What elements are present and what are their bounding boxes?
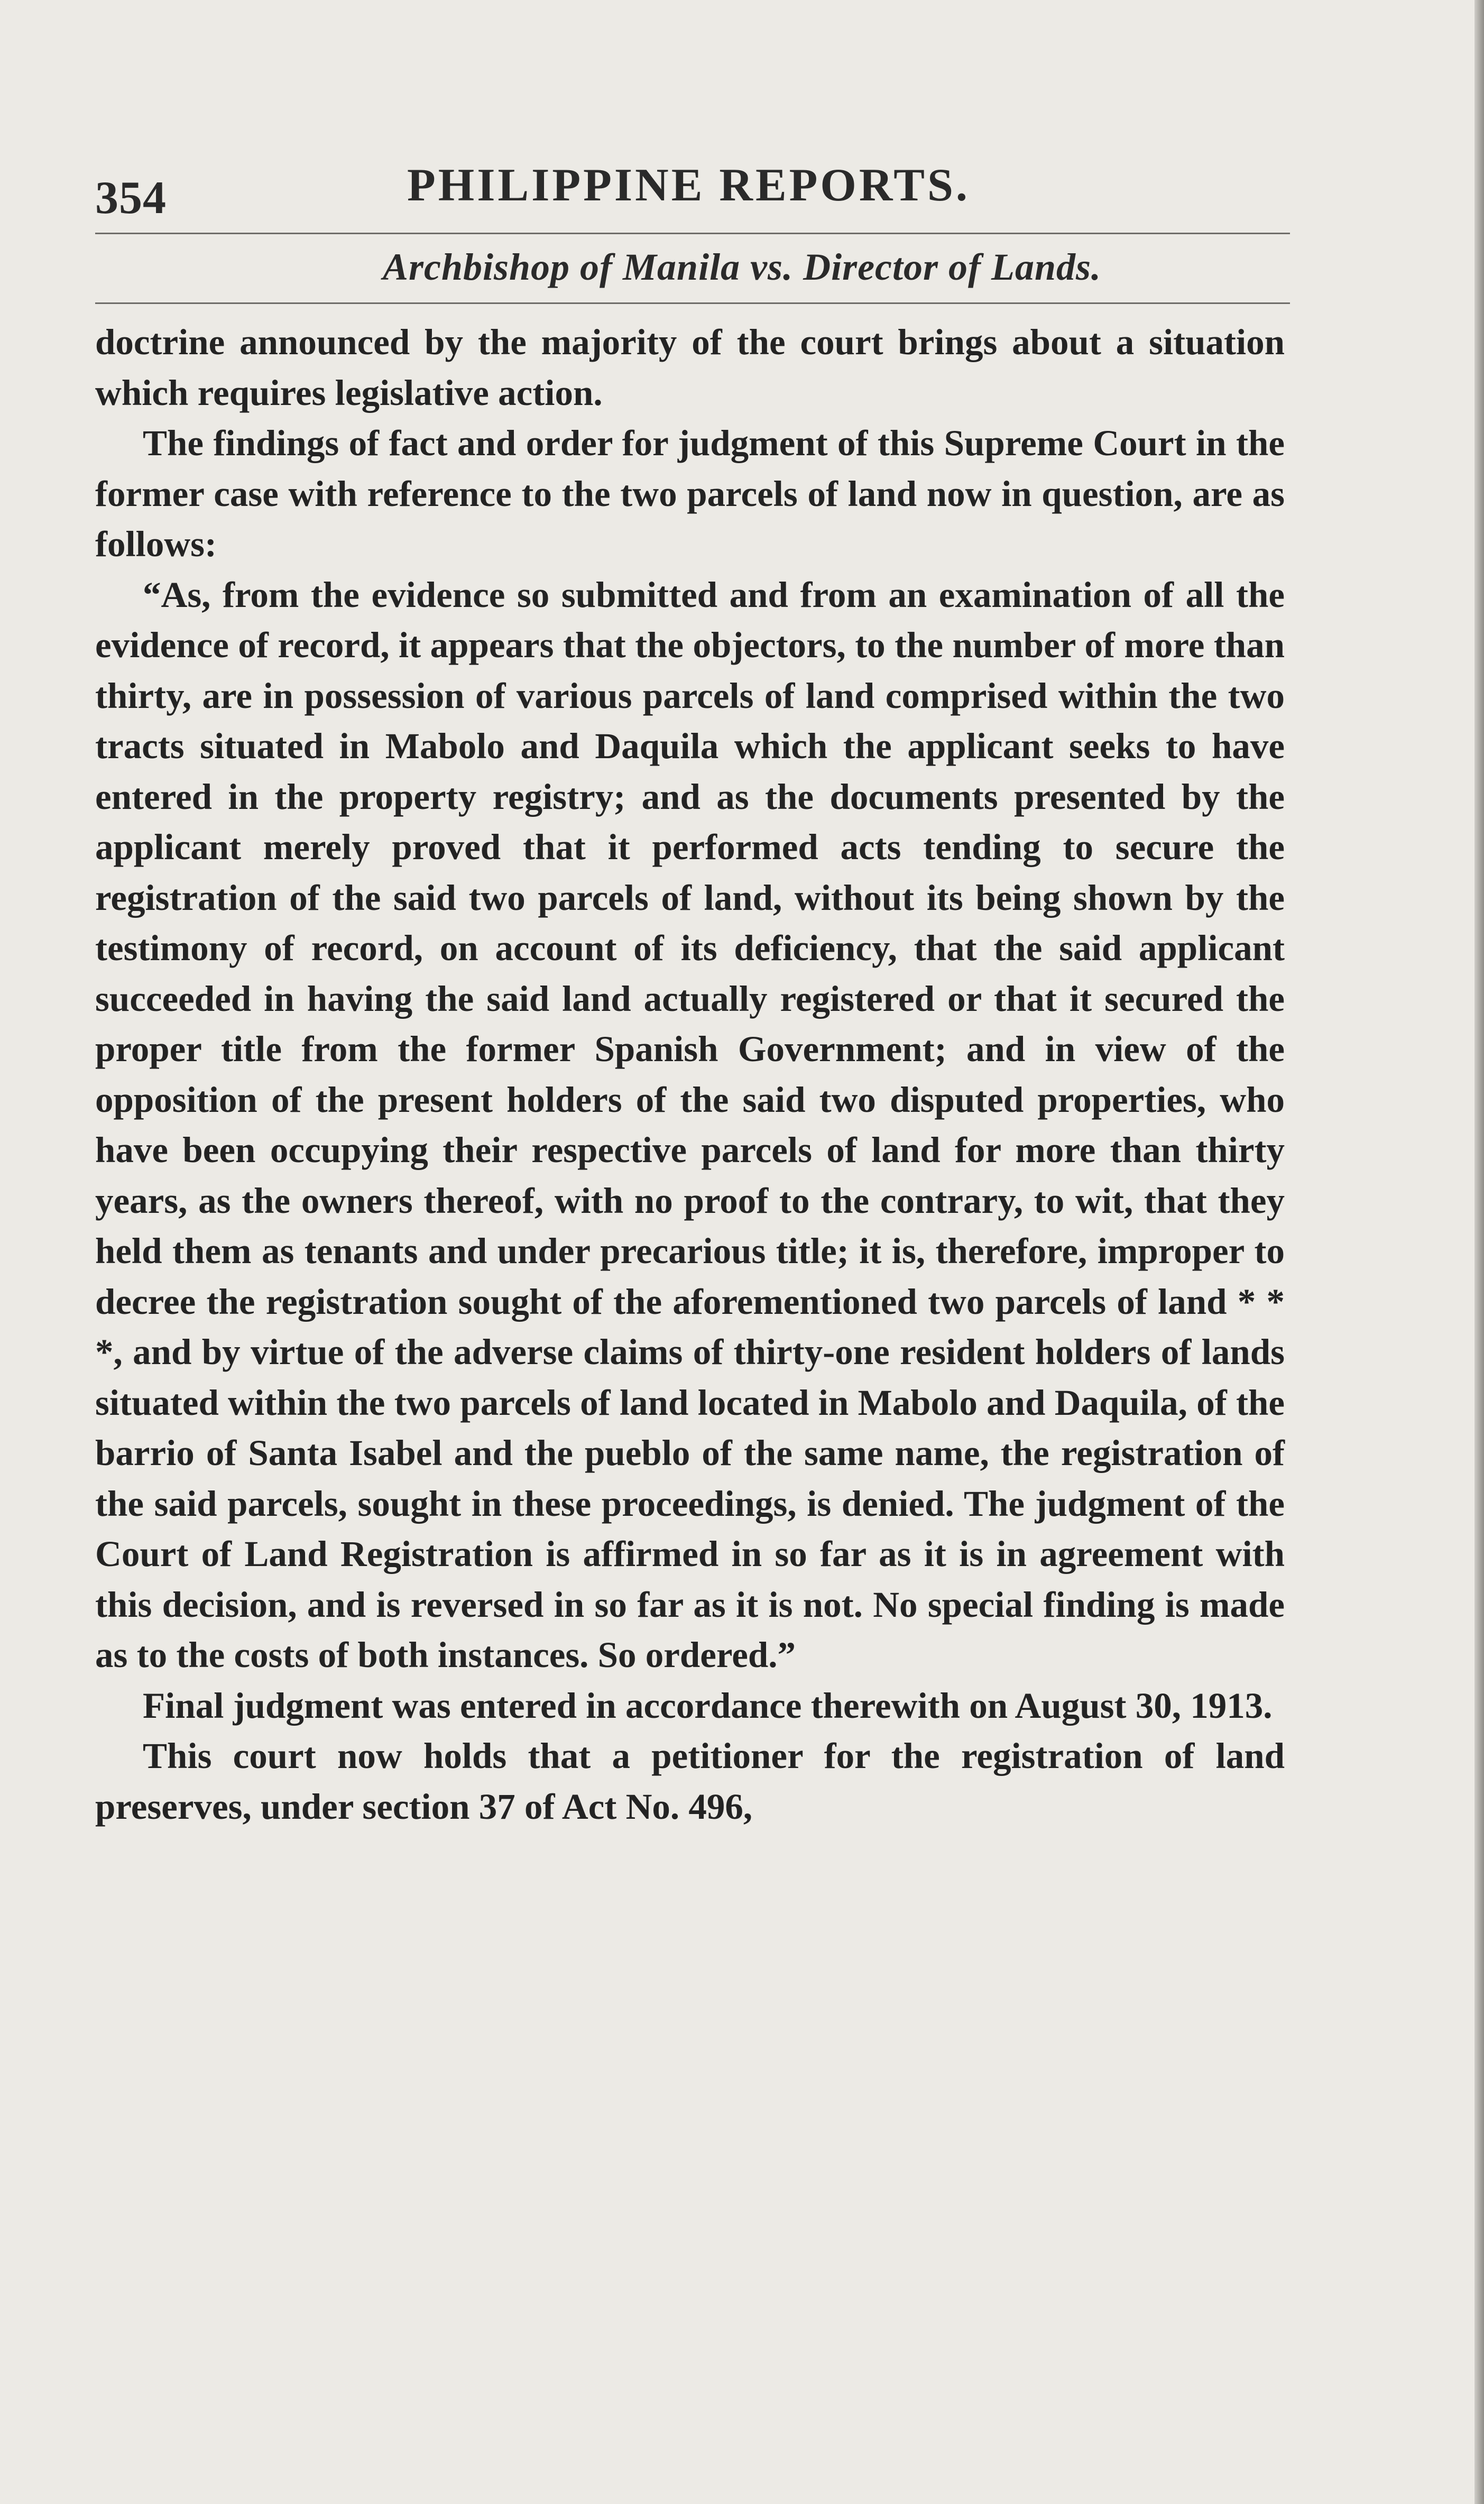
case-title: Archbishop of Manila vs. Director of Lands. <box>382 246 1102 288</box>
book-title: PHILIPPINE REPORTS. <box>407 160 970 211</box>
running-head <box>95 159 1290 238</box>
paragraph-final-judgment: Final judgment was entered in accordance therewith on August 30, 1913. <box>143 1685 1273 1726</box>
paragraph-holding: This court now holds that a petitioner for the registration of land preserves, under section 37 of Act No. 496, <box>95 1736 1285 1827</box>
header-rule-top <box>95 233 1290 234</box>
paragraph-findings-intro: The findings of fact and order for judgment of this Supreme Court in the former case with reference to the two parcels of land now in question, are as follows: <box>95 423 1285 564</box>
paragraph-quoted-findings: “As, from the evidence so submitted and from an examination of all the evidence of record, it appears that the objectors, to the number of more than thirty, are in possession of various parcels of land comprised within the two tracts situated in Mabolo and Daquila which the applicant seeks to have entered in the property registry; and as the documents presented by the applicant merely proved that it performed acts tending to secure the registration of the said two parcels of land, without its being shown by the testimony of record, on account of its deficiency, that the said applicant succeeded in having the said land actually registered or that it secured the proper title from the former Spanish Government; and in view of the opposition of the present holders of the said two disputed properties, who have been occupying their respective parcels of land for more than thirty years, as the owners thereof, with no proof to the contrary, to wit, that they held them as tenants and under precarious title; it is, therefore, improper to decree the registration sought of the aforementioned two parcels of land * * *, and by virtue of the adverse claims of thirty-one resident holders of lands situated within the two parcels of land located in Mabolo and Daquila, of the barrio of Santa Isabel and the pueblo of the same name, the registration of the said parcels, sought in these proceedings, is denied. The judgment of the Court of Land Registration is affirmed in so far as it is in agreement with this decision, and is reversed in so far as it is not. No special finding is made as to the costs of both instances. So ordered.” <box>95 574 1285 1675</box>
page-number: 354 <box>95 172 167 224</box>
body-text <box>95 317 1285 1832</box>
paragraph-continuation: doctrine announced by the majority of the court brings about a situation which requires legislative action. <box>95 322 1285 413</box>
page-edge-shadow <box>1474 0 1484 2504</box>
header-rule-bottom <box>95 302 1290 304</box>
